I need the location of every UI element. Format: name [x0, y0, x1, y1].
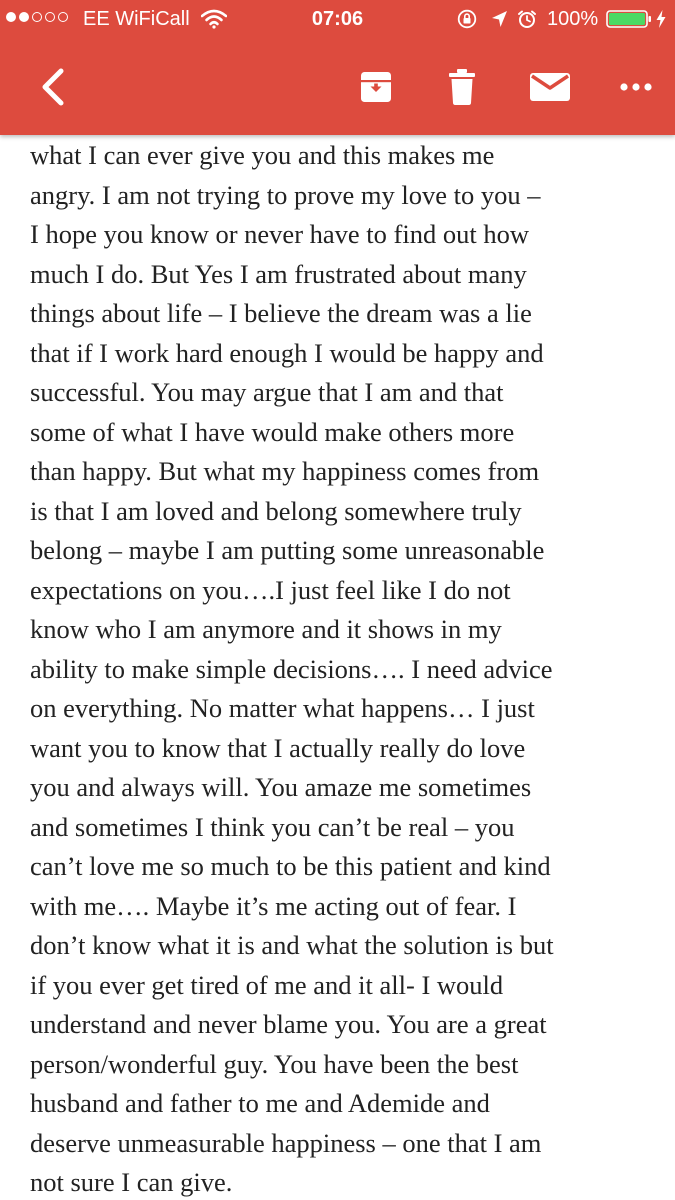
delete-button[interactable]	[438, 62, 486, 112]
email-body-line: don’t know what it is and what the solution is but	[30, 930, 554, 960]
rotation-lock-icon	[456, 9, 478, 29]
email-body-line: with me…. Maybe it’s me acting out of fear. I	[30, 890, 517, 921]
email-body-line: you and always will. You amaze me sometimes	[30, 772, 532, 802]
email-body-line: want you to know that I actually really do love	[30, 732, 526, 763]
mail-icon	[529, 71, 571, 103]
email-body-line: understand and never blame you. You are a great	[30, 1009, 547, 1039]
email-body-line: not sure I can give.	[30, 1167, 233, 1197]
email-body-line: that if I work hard enough I would be happy and	[30, 337, 544, 368]
email-body-line: things about life – I believe the dream was a lie	[30, 298, 532, 328]
email-body-line: ability to make simple decisions…. I need advice	[30, 653, 553, 684]
back-arrow-icon	[37, 67, 67, 107]
archive-icon	[358, 69, 394, 105]
alarm-clock-icon	[517, 9, 537, 29]
charging-bolt-icon	[655, 9, 667, 29]
back-button[interactable]	[30, 62, 74, 112]
email-body-line: husband and father to me and Ademide and	[30, 1088, 490, 1118]
email-body-line: what I can ever give you and this makes me	[30, 140, 495, 170]
email-body-line: much I do. But Yes I am frustrated about many	[30, 258, 527, 289]
email-body-line: expectations on you….I just feel like I do not	[30, 574, 511, 605]
app-header	[0, 0, 675, 135]
more-options-icon	[619, 82, 653, 92]
email-body-line: some of what I have would make others more	[30, 416, 515, 447]
carrier-name: EE WiFiCall	[83, 8, 190, 30]
email-body-line: angry. I am not trying to prove my love to you –	[30, 179, 541, 210]
email-body-line: and sometimes I think you can’t be real – you	[30, 811, 515, 842]
more-options-button[interactable]	[612, 62, 660, 112]
email-body-line: on everything. No matter what happens… I just	[30, 693, 535, 723]
status-bar	[0, 0, 675, 38]
email-body	[30, 136, 650, 1200]
status-time: 07:06	[311, 8, 364, 30]
email-body-line: person/wonderful guy. You have been the best	[30, 1048, 519, 1079]
email-body-line: deserve unmeasurable happiness – one that I am	[30, 1127, 542, 1158]
email-body-line: can’t love me so much to be this patient and kind	[30, 851, 551, 881]
email-body-line: successful. You may argue that I am and that	[30, 377, 504, 407]
archive-button[interactable]	[352, 62, 400, 112]
email-body-line: than happy. But what my happiness comes from	[30, 456, 540, 486]
email-body-line: know who I am anymore and it shows in my	[30, 614, 502, 644]
email-body-line: I hope you know or never have to find out how	[30, 219, 529, 249]
location-arrow-icon	[489, 9, 509, 29]
email-body-line: belong – maybe I am putting some unreasonable	[30, 535, 545, 565]
battery-icon	[606, 10, 652, 28]
email-body-line: is that I am loved and belong somewhere truly	[30, 495, 522, 526]
trash-icon	[447, 68, 477, 106]
mark-unread-button[interactable]	[524, 62, 576, 112]
battery-percentage: 100%	[547, 8, 599, 30]
email-body-line: if you ever get tired of me and it all- I would	[30, 969, 504, 1000]
